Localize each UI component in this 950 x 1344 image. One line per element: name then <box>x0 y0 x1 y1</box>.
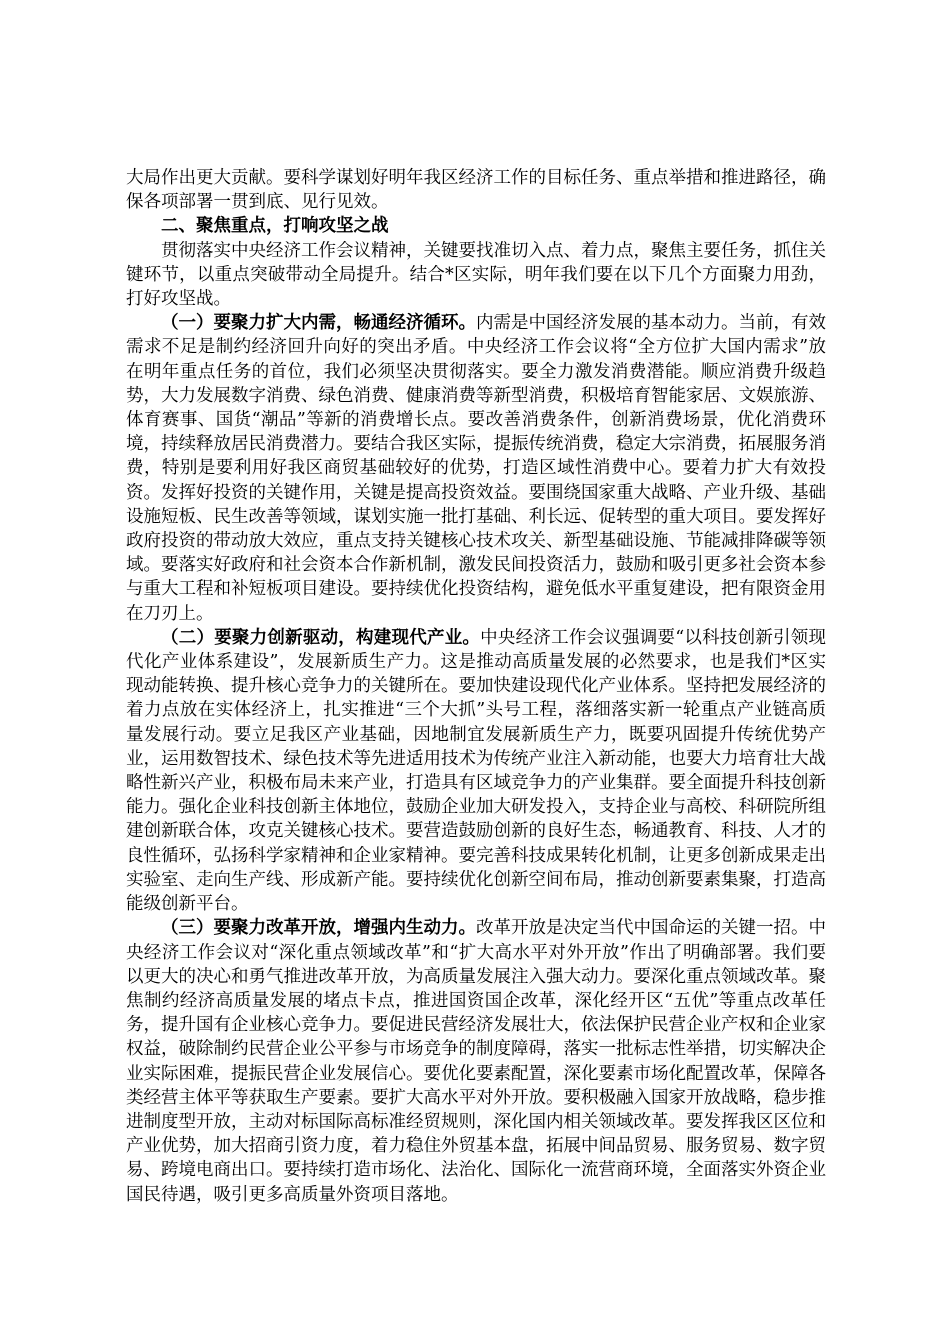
document-body <box>126 166 826 1207</box>
task-paragraph-reform-opening <box>126 916 826 1206</box>
task-heading-domestic-demand: （一）要聚力扩大内需，畅通经济循环。 <box>161 313 476 334</box>
task-body-domestic-demand: 内需是中国经济发展的基本动力。当前，有效需求不足是制约经济回升向好的突出矛盾。中央经济工作会议将“全方位扩大国内需求”放在明年重点任务的首位，我们必须坚决贯彻落实。要全力激发消费潜能。顺应消费升级趋势，大力发展数字消费、绿色消费、健康消费等新型消费，积极培育智能家居、文娱旅游、体育赛事、国货“潮品”等新的消费增长点。要改善消费条件，创新消费场景，优化消费环境，持续释放居民消费潜力。要结合我区实际，提振传统消费，稳定大宗消费，拓展服务消费，特别是要利用好我区商贸基础较好的优势，打造区域性消费中心。要着力扩大有效投资。发挥好投资的关键作用，关键是提高投资效益。要围绕国家重大战略、产业升级、基础设施短板、民生改善等领域，谋划实施一批打基础、利长远、促转型的重大项目。要发挥好政府投资的带动放大效应，重点支持关键核心技术攻关、新型基础设施、节能减排降碳等领域。要落实好政府和社会资本合作新机制，激发民间投资活力，鼓励和吸引更多社会资本参与重大工程和补短板项目建设。要持续优化投资结构，避免低水平重复建设，把有限资金用在刀刃上。 <box>126 313 826 624</box>
task-paragraph-domestic-demand <box>126 311 826 626</box>
intro-paragraph-tail: 大局作出更大贡献。要科学谋划好明年我区经济工作的目标任务、重点举措和推进路径，确保各项部署一贯到底、见行见效。 <box>126 168 826 213</box>
section-intro-paragraph: 贯彻落实中央经济工作会议精神，关键要找准切入点、着力点，聚焦主要任务，抓住关键环节，以重点突破带动全局提升。结合*区实际，明年我们要在以下几个方面聚力用劲，打好攻坚战。 <box>126 240 826 310</box>
section-heading: 二、聚焦重点，打响攻坚之战 <box>161 216 389 237</box>
task-paragraph-innovation <box>126 626 826 916</box>
task-heading-reform-opening: （三）要聚力改革开放，增强内生动力。 <box>161 918 476 939</box>
task-body-reform-opening: 改革开放是决定当代中国命运的关键一招。中央经济工作会议对“深化重点领域改革”和“扩大高水平对外开放”作出了明确部署。我们要以更大的决心和勇气推进改革开放，为高质量发展注入强大动力。要深化重点领域改革。聚焦制约经济高质量发展的堵点卡点，推进国资国企改革，深化经开区“五优”等重点改革任务，提升国有企业核心竞争力。要促进民营经济发展壮大，依法保护民营企业产权和企业家权益，破除制约民营企业公平参与市场竞争的制度障碍，落实一批标志性举措，切实解决企业实际困难，提振民营企业发展信心。要优化要素配置，深化要素市场化配置改革，保障各类经营主体平等获取生产要素。要扩大高水平对外开放。要积极融入国家开放战略，稳步推进制度型开放，主动对标国际高标准经贸规则，深化国内相关领域改革。要发挥我区区位和产业优势，加大招商引资力度，着力稳住外贸基本盘，拓展中间品贸易、服务贸易、数字贸易、跨境电商出口。要持续打造市场化、法治化、国际化一流营商环境，全面落实外资企业国民待遇，吸引更多高质量外资项目落地。 <box>126 918 826 1205</box>
task-heading-innovation: （二）要聚力创新驱动，构建现代产业。 <box>161 627 481 648</box>
task-body-innovation: 中央经济工作会议强调要“以科技创新引领现代化产业体系建设”，发展新质生产力。这是推动高质量发展的必然要求，也是我们*区实现动能转换、提升核心竞争力的关键所在。要加快建设现代化产业体系。坚持把发展经济的着力点放在实体经济上，扎实推进“三个大抓”头号工程，落细落实新一轮重点产业链高质量发展行动。要立足我区产业基础，因地制宜发展新质生产力，既要巩固提升传统优势产业，运用数智技术、绿色技术等先进适用技术为传统产业注入新动能，也要大力培育壮大战略性新兴产业，积极布局未来产业，打造具有区域竞争力的产业集群。要全面提升科技创新能力。强化企业科技创新主体地位，鼓励企业加大研发投入，支持企业与高校、科研院所组建创新联合体，攻克关键核心技术。要营造鼓励创新的良好生态，畅通教育、科技、人才的良性循环，弘扬科学家精神和企业家精神。要完善科技成果转化机制，让更多创新成果走出实验室、走向生产线、形成新产能。要持续优化创新空间布局，推动创新要素集聚，打造高能级创新平台。 <box>126 627 827 915</box>
